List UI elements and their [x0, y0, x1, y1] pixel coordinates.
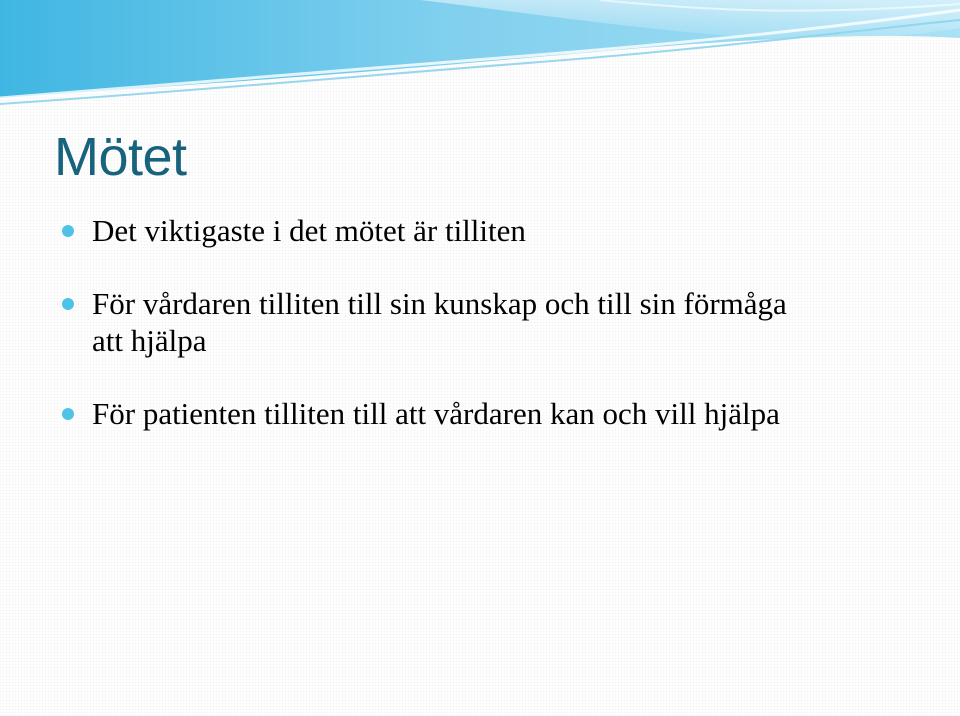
bullet-text: För vårdaren tilliten till sin kunskap och till sin förmåga att hjälpa: [92, 286, 787, 358]
bullet-text: Det viktigaste i det mötet är tilliten: [92, 213, 526, 248]
bullet-item: [58, 285, 792, 359]
bullet-dot-icon: [62, 408, 74, 420]
bullet-item: [58, 395, 832, 432]
bullet-dot-icon: [62, 225, 74, 237]
bullet-list: [58, 212, 918, 432]
bullet-item: [58, 212, 812, 249]
slide-title: Mötet: [54, 127, 187, 187]
bullet-text: För patienten tilliten till att vårdaren kan och vill hjälpa: [92, 396, 780, 431]
bullet-dot-icon: [62, 298, 74, 310]
header-wave-decoration: [0, 0, 960, 115]
